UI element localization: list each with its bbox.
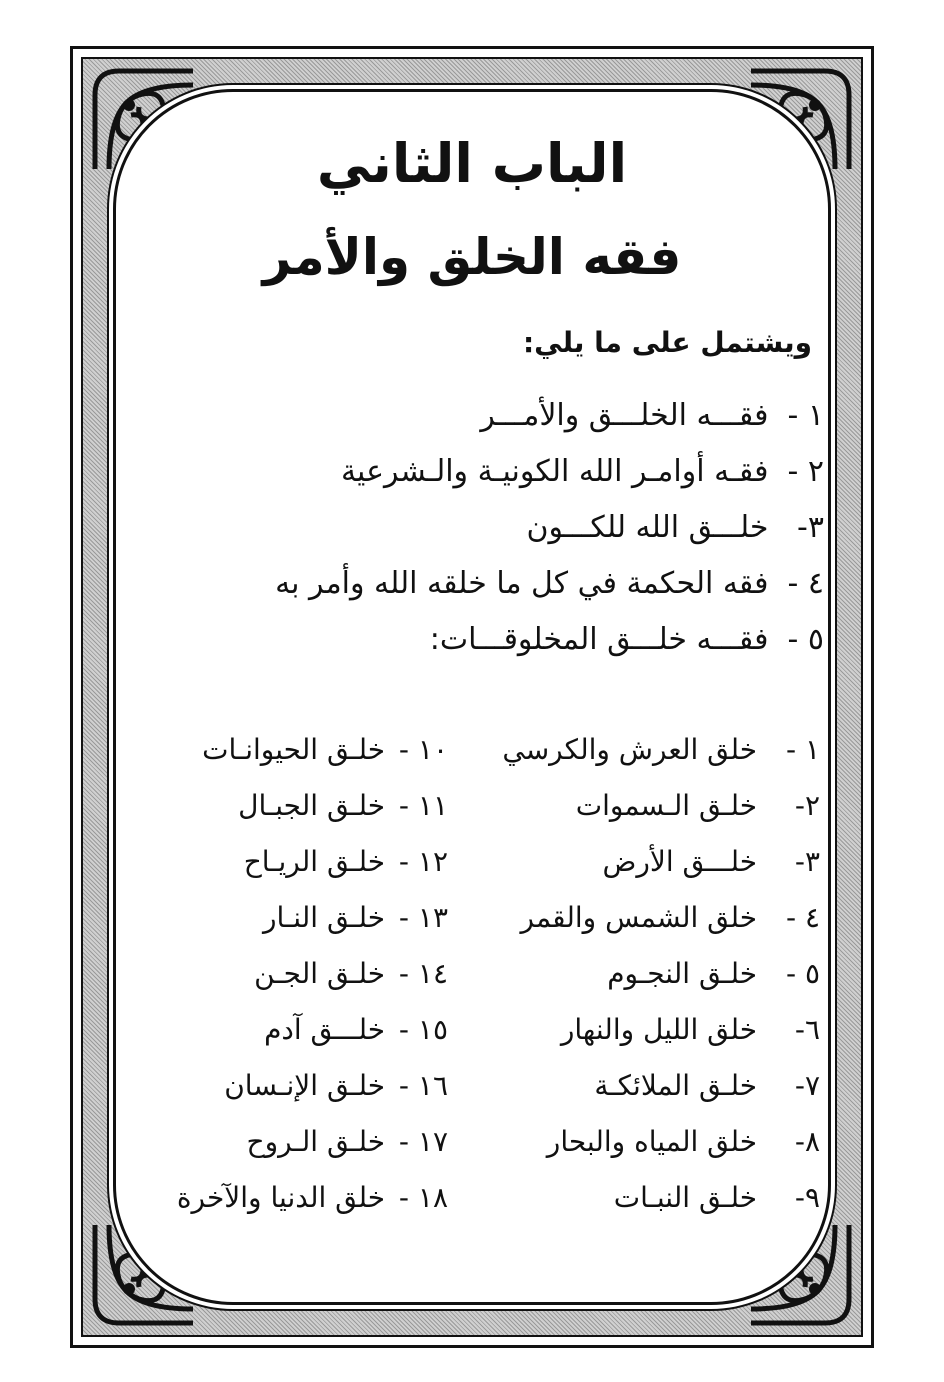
- list-item: [500, 1058, 820, 1114]
- list-item: [224, 556, 824, 612]
- item-text: فقه الحكمة في كل ما خلقه الله وأمر به: [275, 566, 769, 601]
- list-item: [128, 1114, 448, 1170]
- item-number: ٩-: [794, 1181, 820, 1214]
- item-number: ٦-: [794, 1013, 820, 1046]
- item-text: خلـق الملائكـة: [594, 1069, 758, 1102]
- item-text: خلـــق الأرض: [602, 845, 758, 878]
- list-item: [500, 722, 820, 778]
- item-number: ١٥ -: [398, 1013, 448, 1046]
- item-text: فقـه أوامـر الله الكونيـة والـشرعية: [340, 454, 769, 489]
- item-text: خلـــق آدم: [264, 1013, 386, 1046]
- item-number: ١٠ -: [398, 733, 448, 766]
- item-number: ٥ -: [787, 622, 824, 657]
- item-text: خلـق النبـات: [613, 1181, 758, 1214]
- item-number: ٣-: [794, 845, 820, 878]
- list-item: [128, 1002, 448, 1058]
- item-number: ٢ -: [787, 454, 824, 489]
- item-text: خلـق الجـن: [254, 957, 386, 990]
- creations-list-right: [500, 722, 820, 1226]
- item-text: فقـــه خلـــق المخلوقـــات:: [429, 622, 769, 657]
- item-text: خلـق الجبـال: [238, 789, 386, 822]
- item-text: خلق العرش والكرسي: [502, 733, 758, 766]
- item-number: ٧-: [794, 1069, 820, 1102]
- item-number: ٤ -: [787, 566, 824, 601]
- list-item: [128, 1170, 448, 1226]
- list-item: [128, 778, 448, 834]
- list-item: [128, 946, 448, 1002]
- list-item: [128, 1058, 448, 1114]
- item-text: فقـــه الخلـــق والأمـــر: [480, 398, 769, 433]
- item-number: ١ -: [787, 398, 824, 433]
- list-item: [128, 890, 448, 946]
- list-item: [128, 834, 448, 890]
- item-text: خلق الليل والنهار: [560, 1013, 758, 1046]
- item-number: ١٣ -: [398, 901, 448, 934]
- list-item: [224, 612, 824, 668]
- item-number: ١٦ -: [398, 1069, 448, 1102]
- list-item: [500, 778, 820, 834]
- item-number: ١٢ -: [398, 845, 448, 878]
- item-number: ١٨ -: [398, 1181, 448, 1214]
- list-item: [500, 890, 820, 946]
- item-number: ٨-: [794, 1125, 820, 1158]
- chapter-subtitle: فقه الخلق والأمر: [262, 228, 682, 286]
- item-number: ٤ -: [785, 901, 820, 934]
- chapter-title: الباب الثاني: [316, 132, 628, 195]
- item-number: ١٧ -: [398, 1125, 448, 1158]
- item-text: خلـق الريـاح: [243, 845, 386, 878]
- list-item: [224, 444, 824, 500]
- topics-list: [224, 388, 824, 668]
- item-number: ١٤ -: [398, 957, 448, 990]
- list-item: [500, 834, 820, 890]
- list-item: [128, 722, 448, 778]
- item-text: خلق الدنيا والآخرة: [176, 1181, 386, 1214]
- item-number: ١١ -: [398, 789, 448, 822]
- list-item: [500, 1114, 820, 1170]
- item-text: خلـق الإنـسان: [224, 1069, 386, 1102]
- item-number: ١ -: [785, 733, 820, 766]
- item-text: خلـق النجـوم: [607, 957, 758, 990]
- list-item: [500, 1170, 820, 1226]
- item-text: خلـق الـسموات: [575, 789, 758, 822]
- item-number: ٣-: [797, 510, 824, 545]
- list-item: [500, 1002, 820, 1058]
- item-number: ٥ -: [785, 957, 820, 990]
- item-text: خلـق النـار: [263, 901, 386, 934]
- creations-list-left: [128, 722, 448, 1226]
- list-item: [500, 946, 820, 1002]
- item-text: خلـــق الله للكـــون: [526, 510, 769, 545]
- item-text: خلـق الـروح: [246, 1125, 386, 1158]
- intro-line: ويشتمل على ما يلي:: [522, 326, 812, 359]
- item-text: خلق المياه والبحار: [546, 1125, 758, 1158]
- item-number: ٢-: [794, 789, 820, 822]
- item-text: خلـق الحيوانـات: [202, 733, 386, 766]
- item-text: خلق الشمس والقمر: [520, 901, 758, 934]
- list-item: [224, 388, 824, 444]
- list-item: [224, 500, 824, 556]
